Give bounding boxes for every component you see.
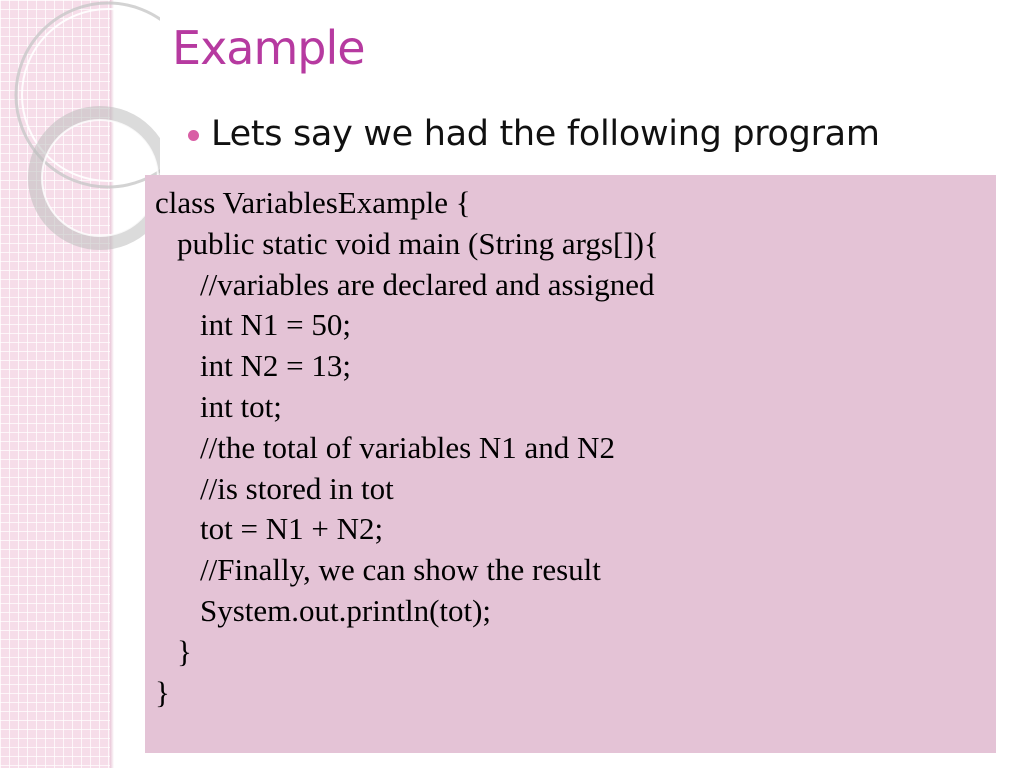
code-line: System.out.println(tot); [200, 592, 492, 628]
code-line: int N2 = 13; [200, 348, 351, 384]
bullet-item [188, 113, 880, 155]
code-line: tot = N1 + N2; [200, 511, 384, 547]
side-decoration-edge [110, 0, 114, 768]
code-line: } [177, 633, 192, 669]
code-line: int tot; [200, 388, 282, 424]
code-block [145, 175, 996, 753]
code-line: //variables are declared and assigned [200, 266, 655, 302]
code-line: //Finally, we can show the result [200, 552, 601, 588]
bullet-text: Lets say we had the following program [211, 114, 880, 154]
code-line: //the total of variables N1 and N2 [200, 429, 615, 465]
slide-title: Example [172, 21, 365, 75]
code-line: int N1 = 50; [200, 307, 351, 343]
code-line: class VariablesExample { [155, 185, 471, 220]
code-line: } [155, 674, 170, 710]
code-line: //is stored in tot [200, 470, 394, 506]
side-decoration-pattern [0, 0, 110, 768]
code-line: public static void main (String args[]){ [177, 225, 659, 261]
bullet-dot-icon [188, 130, 199, 141]
